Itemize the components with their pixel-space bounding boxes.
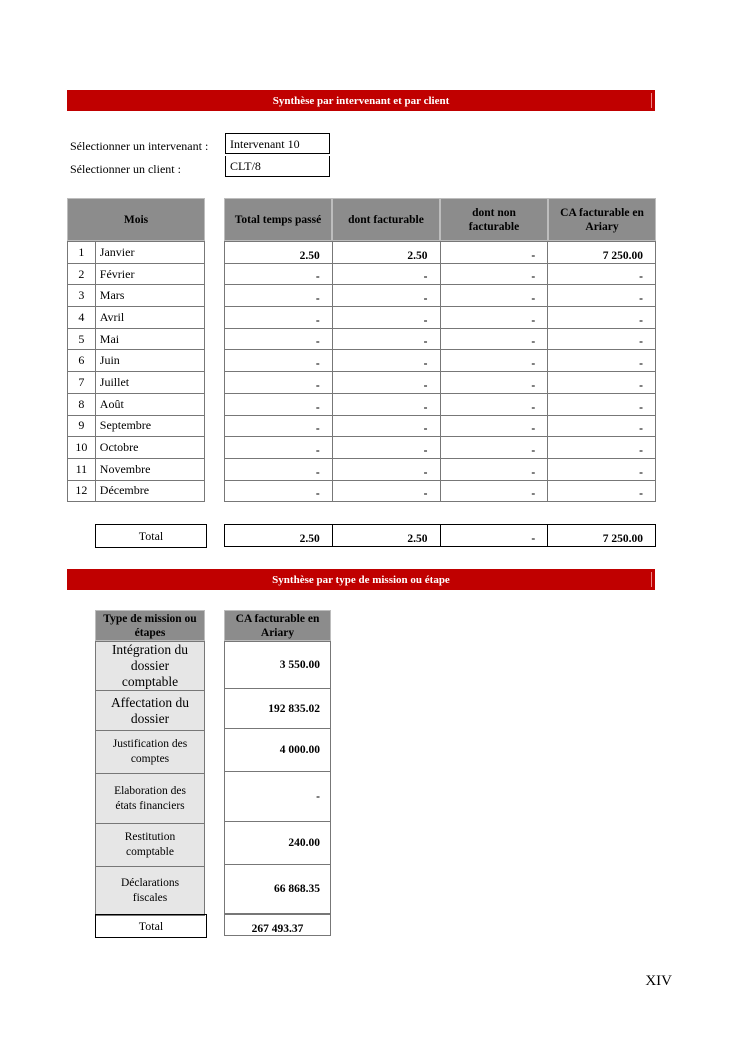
ca-cell: - <box>548 437 656 459</box>
values-row <box>225 437 656 459</box>
values-row <box>225 328 656 350</box>
ca-header <box>548 198 656 241</box>
total-temps-cell: - <box>225 350 333 372</box>
mission-ca-cell: 4 000.00 <box>225 729 331 772</box>
month-row <box>68 285 205 307</box>
month-number: 5 <box>68 328 96 350</box>
total-ca-value: 7 250.00 <box>548 525 656 547</box>
mission-ca-header-label: CA facturable en Ariary <box>235 612 320 639</box>
mission-ca-cell: 3 550.00 <box>225 642 331 689</box>
mission-row <box>96 774 205 824</box>
ca-cell: - <box>548 372 656 394</box>
mission-type-cell: Justification des comptes <box>96 731 205 774</box>
month-number: 4 <box>68 307 96 329</box>
mission-ca-cell: 192 835.02 <box>225 689 331 729</box>
section2-title: Synthèse par type de mission ou étape <box>272 574 450 586</box>
ca-cell: - <box>548 328 656 350</box>
non-facturable-cell: - <box>440 263 548 285</box>
month-number: 8 <box>68 393 96 415</box>
non-facturable-cell: - <box>440 285 548 307</box>
month-name: Janvier <box>95 242 204 264</box>
month-row <box>68 415 205 437</box>
total-fact-value: 2.50 <box>332 525 440 547</box>
month-row <box>68 372 205 394</box>
non-facturable-cell: - <box>440 350 548 372</box>
facturable-cell: 2.50 <box>332 242 440 264</box>
ca-cell: 7 250.00 <box>548 242 656 264</box>
mission-ca-table <box>224 641 331 914</box>
mission-ca-row <box>225 642 331 689</box>
month-row <box>68 328 205 350</box>
values-row <box>225 242 656 264</box>
values-row <box>225 307 656 329</box>
facturable-cell: - <box>332 372 440 394</box>
mission-total-value: 267 493.37 <box>224 914 331 936</box>
values-row <box>225 372 656 394</box>
values-header <box>224 198 656 241</box>
non-facturable-cell: - <box>440 328 548 350</box>
ca-cell: - <box>548 263 656 285</box>
facturable-cell: - <box>332 415 440 437</box>
month-row <box>68 393 205 415</box>
mission-ca-cell: - <box>225 772 331 822</box>
month-name: Décembre <box>95 480 204 502</box>
non-facturable-cell: - <box>440 480 548 502</box>
month-row <box>68 242 205 264</box>
month-name: Mai <box>95 328 204 350</box>
mission-type-header-label: Type de mission ou étapes <box>103 612 197 639</box>
ca-cell: - <box>548 307 656 329</box>
banner-divider <box>651 93 652 108</box>
facturable-cell: - <box>332 393 440 415</box>
section1-title: Synthèse par intervenant et par client <box>272 95 450 107</box>
mission-ca-header <box>224 610 331 641</box>
total-temps-cell: - <box>225 307 333 329</box>
total-temps-cell: - <box>225 328 333 350</box>
mission-type-cell: Affectation du dossier <box>96 691 205 731</box>
section1-banner <box>67 90 655 111</box>
total-temps-cell: - <box>225 480 333 502</box>
mission-ca-row <box>225 865 331 914</box>
facturable-cell: - <box>332 263 440 285</box>
month-row <box>68 437 205 459</box>
month-row <box>68 480 205 502</box>
month-number: 6 <box>68 350 96 372</box>
total-temps-cell: - <box>225 285 333 307</box>
values-row <box>225 285 656 307</box>
non-facturable-cell: - <box>440 372 548 394</box>
month-number: 10 <box>68 437 96 459</box>
mission-total-label: Total <box>138 919 164 933</box>
non-facturable-cell: - <box>440 393 548 415</box>
values-row <box>225 350 656 372</box>
totals-row <box>224 524 656 547</box>
total-temps-cell: - <box>225 393 333 415</box>
non-facturable-cell: - <box>440 458 548 480</box>
ca-cell: - <box>548 415 656 437</box>
values-row <box>225 263 656 285</box>
total-temps-value: 2.50 <box>225 525 333 547</box>
mission-type-header <box>95 610 205 641</box>
mission-type-table <box>95 641 205 916</box>
month-number: 2 <box>68 263 96 285</box>
total-temps-cell: - <box>225 458 333 480</box>
section2-banner <box>67 569 655 590</box>
mois-header <box>67 198 205 241</box>
month-number: 12 <box>68 480 96 502</box>
total-label-box <box>95 524 207 548</box>
mission-row <box>96 642 205 691</box>
total-temps-cell: - <box>225 372 333 394</box>
facturable-header-label: dont facturable <box>348 213 424 226</box>
mission-row <box>96 691 205 731</box>
ca-cell: - <box>548 350 656 372</box>
mission-ca-cell: 240.00 <box>225 822 331 865</box>
month-number: 9 <box>68 415 96 437</box>
mission-ca-row <box>225 689 331 729</box>
mission-ca-row <box>225 772 331 822</box>
month-name: Mars <box>95 285 204 307</box>
facturable-header <box>332 198 440 241</box>
non-facturable-header-label: dont non facturable <box>468 206 520 233</box>
values-row <box>225 393 656 415</box>
ca-header-label: CA facturable en Ariary <box>560 206 644 233</box>
non-facturable-header <box>440 198 548 241</box>
values-row <box>225 480 656 502</box>
month-number: 11 <box>68 458 96 480</box>
facturable-cell: - <box>332 285 440 307</box>
month-name: Juillet <box>95 372 204 394</box>
total-label: Total <box>138 529 164 543</box>
ca-cell: - <box>548 393 656 415</box>
month-name: Octobre <box>95 437 204 459</box>
mission-ca-cell: 66 868.35 <box>225 865 331 914</box>
month-name: Juin <box>95 350 204 372</box>
mission-row <box>96 824 205 867</box>
ca-cell: - <box>548 285 656 307</box>
values-row <box>225 415 656 437</box>
month-name: Août <box>95 393 204 415</box>
values-row <box>225 458 656 480</box>
facturable-cell: - <box>332 437 440 459</box>
total-temps-header-label: Total temps passé <box>234 213 322 226</box>
total-temps-cell: - <box>225 415 333 437</box>
month-row <box>68 263 205 285</box>
total-temps-cell: - <box>225 263 333 285</box>
select-intervenant-label: Sélectionner un intervenant : <box>70 139 209 153</box>
facturable-cell: - <box>332 328 440 350</box>
ca-cell: - <box>548 480 656 502</box>
mission-ca-row <box>225 729 331 772</box>
non-facturable-cell: - <box>440 307 548 329</box>
non-facturable-cell: - <box>440 242 548 264</box>
month-number: 1 <box>68 242 96 264</box>
select-client-label: Sélectionner un client : <box>70 162 181 176</box>
month-number: 7 <box>68 372 96 394</box>
facturable-cell: - <box>332 350 440 372</box>
facturable-cell: - <box>332 307 440 329</box>
mission-total-label-box <box>95 914 207 938</box>
month-name: Février <box>95 263 204 285</box>
month-row <box>68 458 205 480</box>
banner-divider <box>651 572 652 587</box>
month-number: 3 <box>68 285 96 307</box>
mission-row <box>96 867 205 916</box>
client-select[interactable]: CLT/8 <box>225 156 330 177</box>
mission-ca-row <box>225 822 331 865</box>
month-name: Avril <box>95 307 204 329</box>
mission-type-cell: Intégration du dossier comptable <box>96 642 205 691</box>
ca-cell: - <box>548 458 656 480</box>
mission-type-cell: Restitution comptable <box>96 824 205 867</box>
mission-type-cell: Déclarations fiscales <box>96 867 205 916</box>
facturable-cell: - <box>332 480 440 502</box>
total-temps-cell: 2.50 <box>225 242 333 264</box>
mission-type-cell: Elaboration des états financiers <box>96 774 205 824</box>
page-number: XIV <box>645 973 672 989</box>
mois-header-label: Mois <box>123 213 149 226</box>
month-row <box>68 307 205 329</box>
mois-table <box>67 241 205 502</box>
facturable-cell: - <box>332 458 440 480</box>
intervenant-select[interactable]: Intervenant 10 <box>225 133 330 154</box>
total-temps-cell: - <box>225 437 333 459</box>
month-name: Novembre <box>95 458 204 480</box>
non-facturable-cell: - <box>440 415 548 437</box>
month-name: Septembre <box>95 415 204 437</box>
mission-row <box>96 731 205 774</box>
total-temps-header <box>224 198 332 241</box>
month-row <box>68 350 205 372</box>
non-facturable-cell: - <box>440 437 548 459</box>
total-nonfact-value: - <box>440 525 548 547</box>
values-table <box>224 241 656 502</box>
